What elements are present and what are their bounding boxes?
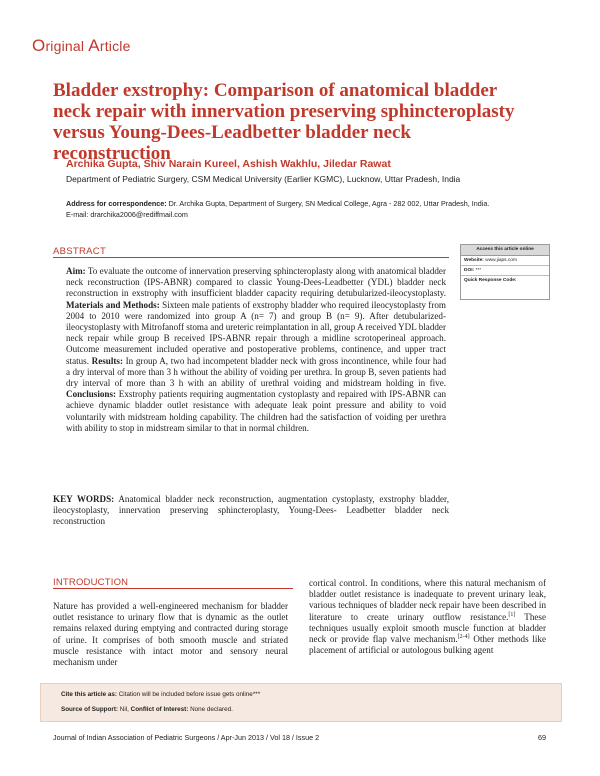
cite-label: Cite this article as: bbox=[61, 691, 117, 698]
correspondence-label: Address for correspondence: bbox=[66, 199, 167, 208]
article-title: Bladder exstrophy: Comparison of anatomical bladder neck repair with innervation preserving sphincteroplasty versus Young-Dees-Leadbetter bladder neck reconstruction bbox=[53, 80, 515, 164]
article-type-word1: riginal bbox=[45, 38, 89, 54]
article-type-cap-o: O bbox=[32, 36, 46, 55]
article-type-cap-a: A bbox=[88, 36, 100, 55]
qr-code-label: Quick Response Code: bbox=[464, 278, 517, 283]
introduction-left-column: Nature has provided a well-engineered mechanism for bladder outlet resistance to urinary flow that is dynamic as the outlet remains relaxed during emptying and contracted during storage of urine. It comprises of both smooth muscle and striated muscle resistance with intact motor and sensory neural mechanism under bbox=[53, 601, 288, 668]
intro-right-text-2: These techniques usually exploit smooth muscle function at bladder neck or provide flap valve mechanism. bbox=[309, 611, 546, 645]
abstract-conclusions: Exstrophy patients requiring augmentation cystoplasty and repaired with IPS-ABNR can achieve dynamic bladder outlet resistance with adequate leak point pressure and ability to void voluntarily with midstream holding capability. The children had the satisfaction of voiding per urethra with ability to stop in midstream similar to that in normal children. bbox=[66, 389, 446, 433]
correspondence bbox=[66, 198, 566, 220]
access-doi-row bbox=[461, 266, 549, 276]
journal-footer: Journal of Indian Association of Pediatric Surgeons / Apr-Jun 2013 / Vol 18 / Issue 2 bbox=[53, 733, 320, 742]
conflict-label: Conflict of Interest: bbox=[130, 706, 189, 713]
support-label: Source of Support: bbox=[61, 706, 119, 713]
access-website-row bbox=[461, 256, 549, 266]
introduction-heading: INTRODUCTION bbox=[53, 577, 129, 588]
citation-box bbox=[40, 683, 562, 722]
access-online-heading: Access this article online bbox=[461, 245, 549, 256]
correspondence-address: Dr. Archika Gupta, Department of Surgery, SN Medical College, Agra - 282 002, Uttar Pradesh, India. bbox=[166, 199, 490, 208]
conflict-text: None declared. bbox=[188, 706, 233, 713]
affiliation: Department of Pediatric Surgery, CSM Medical University (Earlier KGMC), Lucknow, Uttar Pradesh, India bbox=[66, 174, 461, 184]
author-list: Archika Gupta, Shiv Narain Kureel, Ashish Wakhlu, Jiledar Rawat bbox=[66, 158, 391, 170]
abstract-results-label: Results: bbox=[91, 355, 123, 366]
article-type-word2: rticle bbox=[99, 38, 131, 54]
abstract-heading: ABSTRACT bbox=[53, 246, 107, 257]
page-number: 69 bbox=[538, 733, 546, 742]
abstract-body bbox=[66, 266, 446, 434]
citation-ref-2-4[interactable]: [2-4] bbox=[457, 633, 470, 640]
introduction-right-column bbox=[309, 578, 546, 656]
support-line bbox=[61, 706, 233, 713]
cite-line bbox=[61, 691, 260, 698]
correspondence-email: E-mail: drarchika2006@rediffmail.com bbox=[66, 210, 188, 219]
cite-text: Citation will be included before issue gets online*** bbox=[117, 691, 261, 698]
access-online-box bbox=[460, 244, 550, 300]
citation-ref-1[interactable]: [1] bbox=[508, 611, 516, 618]
abstract-conclusions-label: Conclusions: bbox=[66, 389, 117, 400]
abstract-results: In group A, two had incompetent bladder neck with gross incontinence, while four had a dry interval of more than 3 h without the ability of voiding per urethra. In group B, seven patients had dry interval of more than 3 h with an ability of urethral voiding and midstream holding in five. bbox=[66, 355, 447, 389]
support-text: Nil, bbox=[118, 706, 131, 713]
keywords-label: KEY WORDS: bbox=[53, 494, 115, 504]
intro-right-text-1: cortical control. In conditions, where this natural mechanism of bladder outlet resistance is inadequate to prevent urinary leak, various techniques of bladder neck repair have been described in literature to create urinary outflow resistance. bbox=[309, 578, 546, 622]
abstract-methods: Sixteen male patients of exstrophy bladder who required ileocystoplasty from 2004 to 2010 were randomized into group A (n= 7) and group B (n= 9). After detubularized-ileocystoplasty with Mitrofanoff stoma and ureteric reimplantation in all, group A received YDL bladder neck repair while group B received IPS-ABNR repair through a midline scrotoperineal approach. Outcome measurement included operative and postoperative problems, continence, and upper tract status. bbox=[66, 299, 446, 366]
doi-value: *** bbox=[474, 268, 482, 273]
keywords bbox=[53, 494, 449, 528]
article-type-label bbox=[32, 36, 131, 56]
intro-right-text-3: Other methods like placement of artificial or autologous bulking agent bbox=[309, 634, 547, 656]
keywords-text: Anatomical bladder neck reconstruction, augmentation cystoplasty, exstrophy bladder, ileocystoplasty, innervation preserving sphincteroplasty, Young-Dees- Leadbetter bladder neck reconstruction bbox=[53, 494, 449, 527]
abstract-rule bbox=[53, 257, 449, 258]
abstract-aim-label: Aim: bbox=[66, 266, 86, 276]
website-label: Website: bbox=[464, 258, 484, 263]
website-link[interactable]: www.jiaps.com bbox=[483, 258, 517, 263]
introduction-rule bbox=[53, 588, 293, 589]
doi-label: DOI: bbox=[464, 268, 475, 273]
abstract-methods-label: Materials and Methods: bbox=[66, 299, 160, 310]
abstract-aim: To evaluate the outcome of innervation preserving sphincteroplasty along with anatomical bladder neck reconstruction (IPS-ABNR) compared to classic Young-Dees-Leadbetter (YDL) bladder neck reconstruction in exstrophy with insufficient bladder capacity requiring detubularized-ileocystoplasty. bbox=[66, 266, 446, 299]
